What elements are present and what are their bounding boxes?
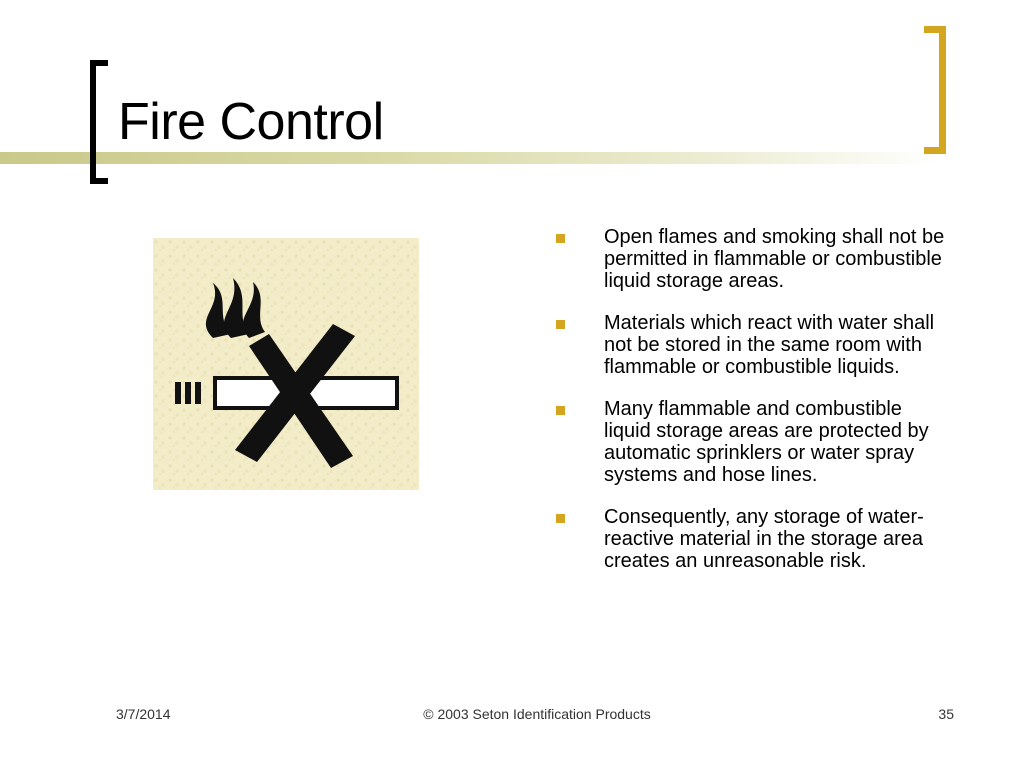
no-smoking-sign-icon	[153, 238, 419, 490]
bullet-text: Many flammable and combustible liquid storage areas are protected by automatic sprinklers or water spray systems and hose lines.	[604, 398, 929, 486]
footer-page-number: 35	[938, 706, 954, 722]
bullet-list	[554, 226, 954, 592]
square-bullet-icon	[556, 234, 565, 243]
bullet-text: Materials which react with water shall not be stored in the same room with flammable or combustible liquids.	[604, 312, 935, 378]
left-bracket-icon	[90, 60, 108, 184]
bullet-text: Consequently, any storage of water-reactive material in the storage area creates an unreasonable risk.	[604, 506, 924, 572]
bullet-text: Open flames and smoking shall not be permitted in flammable or combustible liquid storage areas.	[604, 226, 945, 292]
square-bullet-icon	[556, 406, 565, 415]
bullet-item	[554, 312, 954, 378]
footer-date: 3/7/2014	[116, 706, 171, 722]
slide-title: Fire Control	[118, 93, 384, 151]
square-bullet-icon	[556, 514, 565, 523]
right-bracket-icon	[924, 26, 946, 154]
square-bullet-icon	[556, 320, 565, 329]
bullet-item	[554, 506, 954, 572]
title-accent-band	[0, 152, 940, 164]
bullet-item	[554, 226, 954, 292]
bullet-item	[554, 398, 954, 486]
footer-copyright: © 2003 Seton Identification Products	[423, 706, 651, 722]
